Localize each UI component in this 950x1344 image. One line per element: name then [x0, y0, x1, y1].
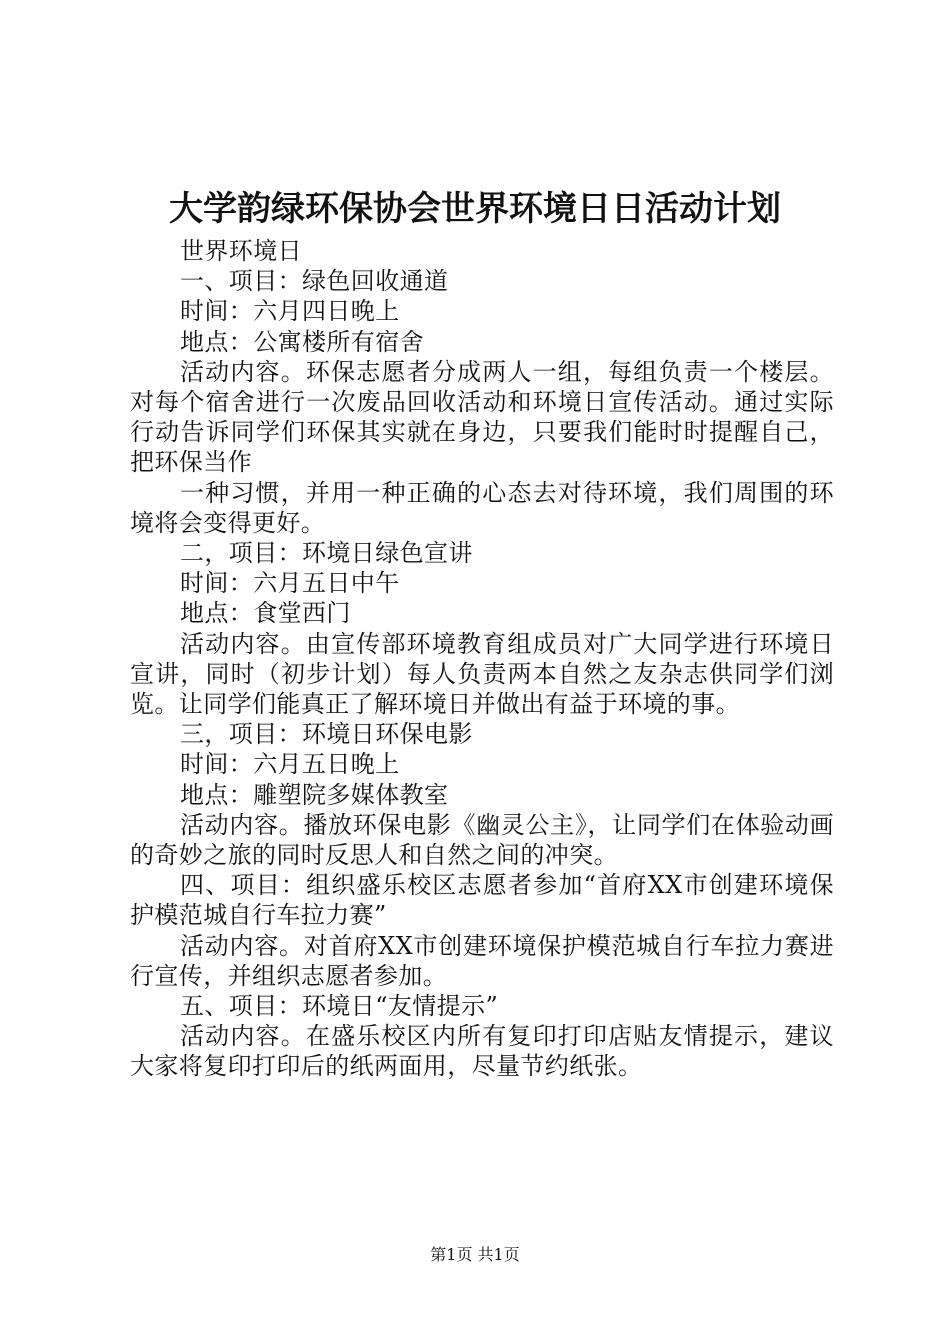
paragraph-content-2: 活动内容。由宣传部环境教育组成员对广大同学进行环境日宣讲，同时（初步计划）每人负责两本自然之友杂志供同学们浏览。让同学们能真正了解环境日并做出有益于环境的事。 [130, 629, 834, 719]
paragraph-time-1: 时间：六月四日晚上 [180, 297, 400, 326]
document-body [130, 236, 834, 1082]
document-title: 大学韵绿环保协会世界环境日日活动计划 [169, 189, 781, 229]
paragraph-project-4: 四、项目：组织盛乐校区志愿者参加“首府XX市创建环境保护模范城自行车拉力赛” [130, 871, 834, 930]
paragraph-project-5: 五、项目：环境日“友情提示” [180, 992, 499, 1021]
paragraph-content-1: 活动内容。环保志愿者分成两人一组，每组负责一个楼层。对每个宿舍进行一次废品回收活动和环境日宣传活动。通过实际行动告诉同学们环保其实就在身边，只要我们能时时提醒自己，把环保当作 [130, 357, 834, 477]
paragraph-project-2: 二，项目：环境日绿色宣讲 [180, 539, 473, 568]
paragraph-content-3: 活动内容。播放环保电影《幽灵公主》，让同学们在体验动画的奇妙之旅的同时反思人和自然之间的冲突。 [130, 810, 834, 870]
paragraph-location-1: 地点：公寓楼所有宿舍 [180, 327, 424, 356]
paragraph-time-3: 时间：六月五日晚上 [180, 750, 400, 779]
paragraph-time-2: 时间：六月五日中午 [180, 569, 400, 598]
paragraph-location-3: 地点：雕塑院多媒体教室 [180, 780, 449, 809]
paragraph-heading: 世界环境日 [180, 237, 302, 265]
paragraph-project-3: 三，项目：环境日环保电影 [180, 720, 473, 749]
paragraph-content-5: 活动内容。在盛乐校区内所有复印打印店贴友情提示，建议大家将复印打印后的纸两面用，尽量节约纸张。 [130, 1022, 834, 1081]
paragraph-content-1-continued: 一种习惯，并用一种正确的心态去对待环境，我们周围的环境将会变得更好。 [130, 478, 834, 537]
paragraph-content-4: 活动内容。对首府XX市创建环境保护模范城自行车拉力赛进行宣传，并组织志愿者参加。 [130, 931, 834, 990]
paragraph-project-1: 一、项目：绿色回收通道 [180, 267, 449, 296]
paragraph-location-2: 地点：食堂西门 [180, 599, 351, 628]
page-footer: 第1页 共1页 [430, 1245, 520, 1264]
